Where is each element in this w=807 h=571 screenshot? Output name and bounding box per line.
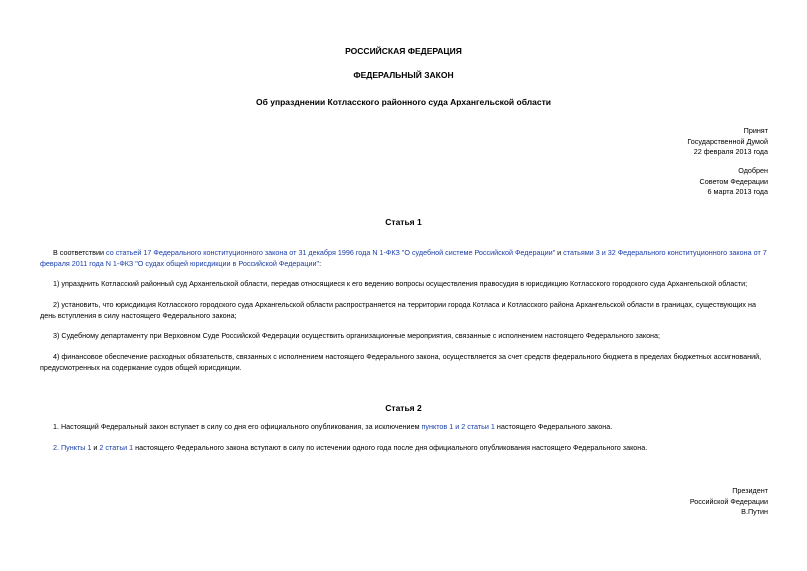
intro-text-2: и [555, 248, 564, 257]
p1-text-2: настоящего Федерального закона. [494, 422, 613, 431]
law-title: Об упразднении Котласского районного суда Архангельской области [256, 97, 551, 107]
article-1-heading: Статья 1 [385, 217, 422, 227]
article-1-item-3: 3) Судебному департаменту при Верховном Суде Российской Федерации осуществить организационные мероприятия, связанные с исполнением настоящего Федерального закона; [53, 331, 661, 340]
article-2-paragraph-1 [40, 422, 770, 433]
article-2-heading: Статья 2 [385, 403, 422, 413]
signature-title-1: Президент [732, 486, 768, 495]
p1-text-1: 1. Настоящий Федеральный закон вступает в силу со дня его официального опубликования, за исключением [53, 422, 422, 431]
link-items-1[interactable]: 2. Пункты 1 [53, 443, 92, 452]
approved-date: 6 марта 2013 года [707, 187, 768, 196]
adopted-label: Принят [743, 126, 768, 135]
adopted-block [687, 126, 768, 158]
signature-title-2: Российской Федерации [689, 496, 768, 506]
link-2-article-1[interactable]: 2 статьи 1 [99, 443, 134, 452]
signature-block [690, 486, 768, 518]
approved-block [700, 166, 768, 198]
signature-name: В.Путин [741, 507, 768, 516]
intro-text-1: В соответствии [53, 248, 107, 257]
adopted-body: Государственной Думой [687, 136, 768, 146]
link-article-17[interactable]: со статьей 17 Федерального конституционного закона от 31 декабря 1996 года N 1-ФКЗ "О судебной системе Российской Федерации" [106, 248, 556, 257]
article-1-item-2: 2) установить, что юрисдикция Котласского городского суда Архангельской области распространяется на территории города Котласа и Котласского района Архангельской области в границах, существующих на день вступления в силу настоящего Федерального закона; [40, 300, 756, 320]
approved-body: Советом Федерации [699, 176, 768, 186]
article-1-item-4: 4) финансовое обеспечение расходных обязательств, связанных с исполнением настоящего Федерального закона, осуществляется за счет средств федерального бюджета в пределах бюджетных ассигнований, предусмотренных на содержание судов общей юрисдикции. [40, 352, 762, 372]
article-1-intro [40, 248, 770, 269]
doc-type-heading: ФЕДЕРАЛЬНЫЙ ЗАКОН [353, 70, 454, 80]
approved-label: Одобрен [738, 166, 768, 175]
country-heading: РОССИЙСКАЯ ФЕДЕРАЦИЯ [345, 46, 462, 56]
article-1-item-1: 1) упразднить Котласский районный суд Архангельской области, передав относящиеся к его ведению вопросы осуществления правосудия в юрисдикцию Котласского городского суда Архангельской области; [53, 279, 748, 288]
adopted-date: 22 февраля 2013 года [693, 147, 768, 156]
intro-text-3: : [319, 258, 322, 268]
article-2-paragraph-2 [40, 443, 770, 454]
p2-text-1: и [91, 443, 100, 452]
link-items-1-2-article-1[interactable]: пунктов 1 и 2 статьи 1 [421, 422, 495, 431]
p2-text-2: настоящего Федерального закона вступают в силу по истечении одного года после дня официального опубликования настоящего Федерального закона. [133, 443, 648, 452]
link-articles-3-32[interactable]: статьями 3 и 32 Федерального конституционного закона от 7 февраля 2011 года N 1-ФКЗ "О судах общей юрисдикции в Российской Федерации" [40, 248, 767, 268]
